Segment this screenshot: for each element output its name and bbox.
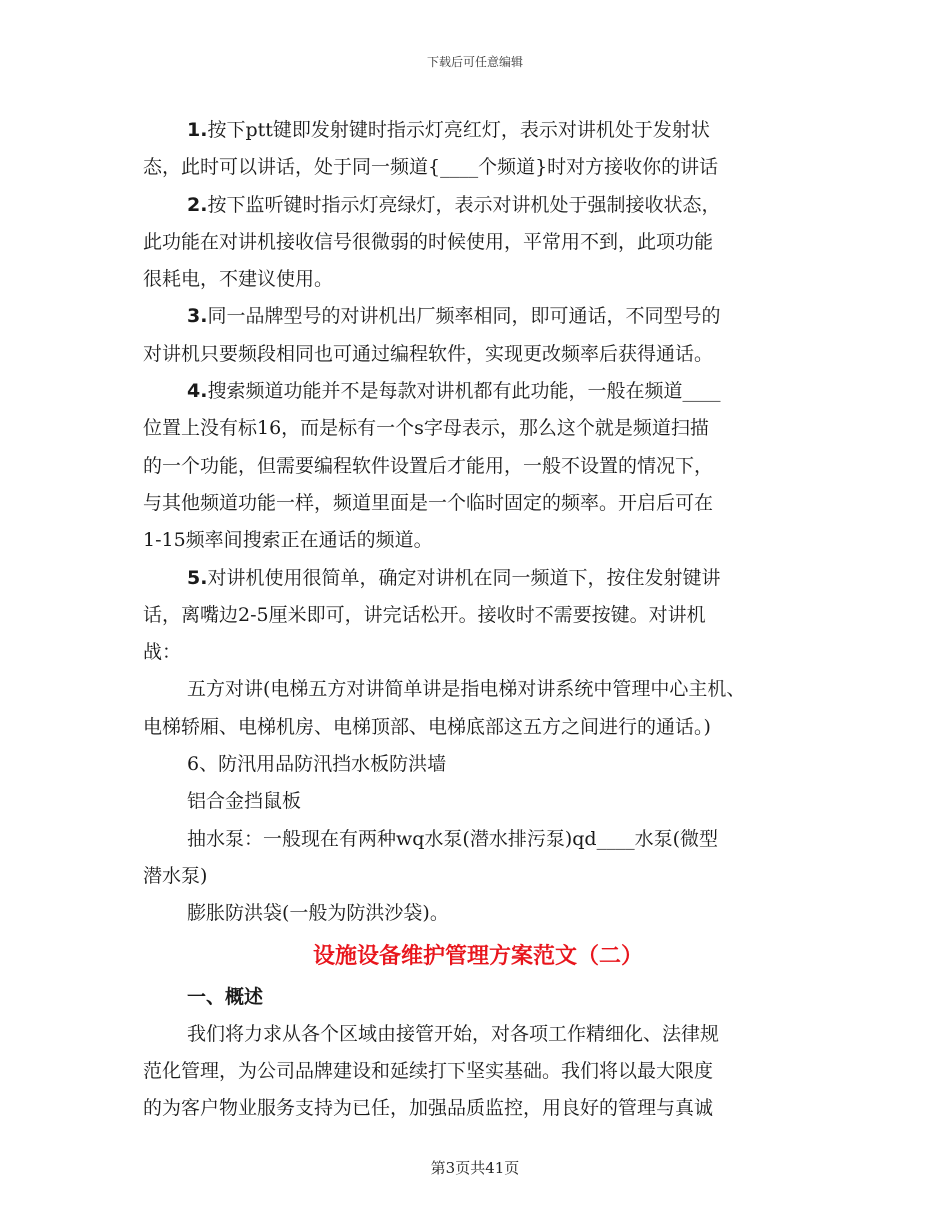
- section-para-line-1: 我们将力求从各个区域由接管开始，对各项工作精细化、法律规: [187, 1022, 720, 1045]
- item-1-line-2: 态，此时可以讲话，处于同一频道{____个频道}时对方接收你的讲话: [143, 156, 719, 179]
- item-2-line-1: [143, 187, 803, 224]
- choushui-line-1: 抽水泵：一般现在有两种wq水泵(潜水排污泵)qd____水泵(微型: [187, 827, 718, 850]
- item-4-line-1: [143, 373, 803, 410]
- wufang-line-1: 五方对讲(电梯五方对讲简单讲是指电梯对讲系统中管理中心主机、: [187, 678, 746, 701]
- item-2-text: 按下监听键时指示灯亮绿灯，表示对讲机处于强制接收状态，: [207, 193, 721, 216]
- item-3-line-1: [143, 298, 803, 335]
- pengzhang-line: 膨胀防洪袋(一般为防洪沙袋)。: [187, 902, 449, 925]
- item-2-line-2: 此功能在对讲机接收信号很微弱的时候使用，平常用不到，此项功能: [143, 230, 714, 253]
- section-para-line-2: 范化管理，为公司品牌建设和延续打下坚实基础。我们将以最大限度: [143, 1060, 714, 1083]
- item-3-text: 同一品牌型号的对讲机出厂频率相同，即可通话，不同型号的: [207, 305, 721, 328]
- item-4-line-5: 1-15频率间搜索正在通话的频道。: [143, 529, 433, 552]
- item-4-line-3: 的一个功能，但需要编程软件设置后才能用，一般不设置的情况下，: [143, 454, 714, 477]
- lvhe-line: 铝合金挡鼠板: [187, 790, 302, 813]
- item-1-line-1: [143, 112, 803, 149]
- item-3-line-2: 对讲机只要频段相同也可通过编程软件，实现更改频率后获得通话。: [143, 342, 714, 365]
- item-4-line-2: 位置上没有标16，而是标有一个s字母表示，那么这个就是频道扫描: [143, 417, 709, 440]
- item-3-number: 3.: [187, 305, 208, 328]
- item-5-text: 对讲机使用很简单，确定对讲机在同一频道下，按住发射键讲: [207, 566, 721, 589]
- item-5-number: 5.: [187, 566, 208, 589]
- item-4-number: 4.: [187, 380, 208, 403]
- choushui-line-2: 潜水泵): [143, 864, 208, 887]
- item-1-number: 1.: [187, 119, 208, 141]
- item-5-line-3: 战：: [143, 641, 182, 664]
- document-body: [143, 112, 803, 1128]
- page-footer: 第3页共41页: [430, 1159, 520, 1177]
- item-1-text: 按下ptt键即发射键时指示灯亮红灯，表示对讲机处于发射状: [207, 119, 710, 141]
- section-para-line-3: 的为客户物业服务支持为已任，加强品质监控，用良好的管理与真诚: [143, 1097, 714, 1120]
- header-note: 下载后可任意编辑: [426, 55, 523, 69]
- item-2-line-3: 很耗电，不建议使用。: [143, 268, 334, 291]
- section-heading: 一、概述: [187, 985, 264, 1008]
- item-5-line-2: 话，离嘴边2-5厘米即可，讲完话松开。接收时不需要按键。对讲机: [143, 603, 706, 626]
- wufang-line-2: 电梯轿厢、电梯机房、电梯顶部、电梯底部这五方之间进行的通话。): [143, 715, 711, 738]
- item-5-line-1: [143, 560, 803, 597]
- section-title: 设施设备维护管理方案范文（二）: [312, 942, 643, 969]
- item-6-line: 6、防汛用品防汛挡水板防洪墙: [187, 753, 447, 776]
- item-4-text: 搜索频道功能并不是每款对讲机都有此功能，一般在频道____: [207, 380, 721, 403]
- item-4-line-4: 与其他频道功能一样，频道里面是一个临时固定的频率。开启后可在: [143, 491, 714, 514]
- item-2-number: 2.: [187, 193, 208, 216]
